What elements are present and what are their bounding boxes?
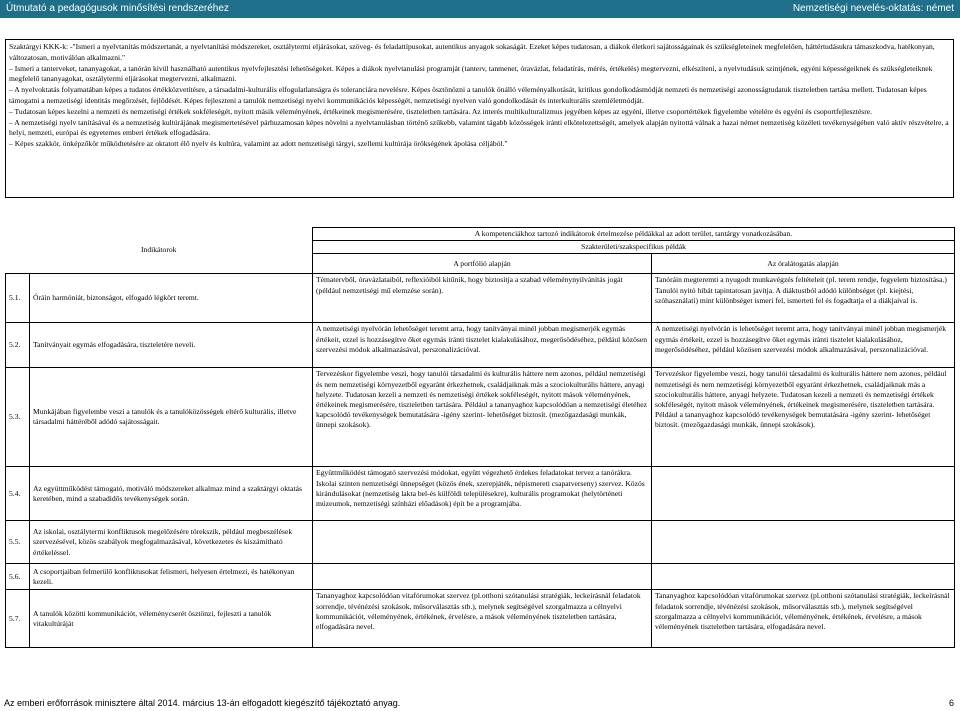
intro-paragraph: – A nyelvoktatás folyamatában képes a tudatos értékközvetítésre, a társadalmi-kulturális elfogulatlanságra és toleranciára nevelésre. Képes ösztönözni a tanulók önálló véleményalkotását, kritikus gondolkodásmódját nemzeti és nemzetiségi azonosságtudatuk tiszteletben tartása mellett. Tudatosan képes támogatni a nemzetiségi identitás megőrzését, fejlődését. Képes fejleszteni a tanulók nemzetiségi nyelvi kommunikációs képességét, nemzetiségi nyelven való gondolkodását és interkulturális szemléletmódját. [9,85,927,105]
table-row [6,368,955,467]
col-header-oralatogatas: Az óralátogatás alapján [652,254,955,274]
intro-paragraph: – A nemzetiségi nyelv tanításával és a nemzetiség kultúrájának megismertetésével párhuzamosan képes növelni a nyelvtanulásban történő szűkebb, valamint tágabb közösségek iránti elkötelezettségét, amelyek alapján nyitottá válnak a hazai német nemzetiség közéleti tevékenységében való aktív részvételre, a helyi, nemzeti, európai és egyetemes emberi értékek elfogadására. [9,117,949,138]
indicator-text: Munkájában figyelembe veszi a tanulók és a tanulóközösségek eltérő kulturális, illetve társadalmi háttéréből adódó sajátosságait. [30,368,313,467]
indicator-text: A tanulók közötti kommunikációt, véleménycserét ösztönzi, fejleszti a tanulók vitakultúráját [30,590,313,648]
indicator-number: 5.6. [6,564,30,590]
oralatogatas-example [652,467,955,521]
oralatogatas-example: Tervezéskor figyelembe veszi, hogy tanulói társadalmi és kulturális háttere nem azonos, például nemzetiségi és nem nemzetiségi környezetből egyaránt érkezhetnek, családjaiknak más a szociokulturális háttere, anyagi helyzete. Tudatosan kezeli a nemzeti és nemzetiségi értékek sokféleségét, nyitott mások véleményének, értékeinek megismerésére, tiszteletben tartására. Például a tananyaghoz kapcsolódó tevékenységek bemutatására -igény szerint- lehetőséget biztosít. (mezőgazdasági munkák, ünnepi szokások). [652,368,955,467]
indicator-number: 5.1. [6,274,30,323]
portfolio-example: Együttműködést támogató szervezési módokat, együtt végezhető érdekes feladatokat tervez a tanórákra. Iskolai szinten nemzetiségi ünnepséget (közös ének, szerepjáték, népismereti csapatverseny) szervez. Közös kirándulásokat (nemzetiség lakta bel-és külföldi településekre), kulturális programokat (helytörténeti múzeumok, nemzetiségi színházi előadások) épít be a programjába. [313,467,652,521]
footer-note: Az emberi erőforrások minisztere által 2014. március 13-án elfogadott kiegészítő tájékoztató anyag. [4,698,401,708]
indikatorok-label: Indikátorok [141,245,177,255]
oralatogatas-example [652,564,955,590]
intro-paragraph: – Tudatosan képes kezelni a nemzeti és nemzetiségi értékek sokféleségét, nyitott másik véleményének, értékeinek megismerésére, tiszteletben tartására. Az interés multikulturalizmus jegyében képes az egyéni, illetve csoportértékek figyelembe vételére és egyéni és csoportfejlesztésre. [9,106,873,116]
intro-paragraph: – Képes szakkör, önképzőkör működtetésére az oktatott élő nyelv és kultúra, valamint az adott nemzetiségi tárgyi, szellemi kultúrája örökségének ápolása céljából." [9,139,508,149]
page-number: 6 [948,698,954,708]
indicator-table [5,227,955,648]
portfolio-example: Tématervből, óravázlataiból, reflexióiból kitűnik, hogy biztosítja a szabad véleménynyilvánítás jogát (például nemzetiségi mű elemzése során). [313,274,652,323]
indicator-text: Óráin harmóniát, biztonságot, elfogadó légkört teremt. [30,274,313,323]
indicator-number: 5.5. [6,521,30,564]
table-row [6,467,955,521]
indicator-number: 5.7. [6,590,30,648]
indicator-text: A csoportjaiban felmerülő konfliktusokat felismeri, helyesen értelmezi, és hatékonyan kezeli. [30,564,313,590]
intro-paragraph: Szaktárgyi KKK-k: -"Ismeri a nyelvtanítás módszertanát, a nyelvtanítási módszereket, osztálytermi eljárásokat, szöveg- és feladattípusokat, autentikus anyagok sokaságát. Ezeket képes tudatosan, a diákok életkori sajátosságainak és szükségleteinek megfelelően, háttértudásukra támaszkodva, hatékonyan, változatosan, motiválóan alkalmazni." [9,42,935,62]
portfolio-example [313,564,652,590]
portfolio-example [313,521,652,564]
indicator-table-wrap [5,227,954,653]
header-subject: Nemzetiségi nevelés-oktatás: német [792,3,954,14]
table-row [6,323,955,368]
portfolio-example: A nemzetiségi nyelvórán lehetőséget teremt arra, hogy tanítványai minél jobban megismerjék egymás értékeit, ezzel is hozzásegítve őket egymás iránti tisztelet kialakulásához, megerősödéséhez, például közösen szervezési módok alkalmazásával, perszonalizációval. [313,323,652,368]
table-row [6,564,955,590]
indicator-text: Az iskolai, osztálytermi konfliktusok megelőzésére törekszik, például megbeszélések szervezésével, közös szabályok megfogalmazásával, következetes és kiszámítható értékeléssel. [30,521,313,564]
portfolio-example: Tananyaghoz kapcsolódóan vitafórumokat szervez (pl.otthoni szótanulási stratégiák, leckeírásnál feladatok sorrendje, tévénézési szokások, műsorválasztás stb.), melynek segítségével szorgalmazza a célnyelvi kommunikációt, véleményének, értékének, érvelésre, a mások véleményének tiszteletben tartására, elfogadására nevel. [313,590,652,648]
indicator-number: 5.3. [6,368,30,467]
page-footer [0,697,960,711]
oralatogatas-example: Tanóráin megteremti a nyugodt munkavégzés feltételeit (pl. terem rendje, fegyelem biztosítása.) Tanulói nyitó hibát tapintatosan javítja. A diáktustból adódó különbséget (pl. kiejtési, szóhasználati) mint különbséget ismeri fel, ismerteti fel és fogadtatja el a diákjaival is. [652,274,955,323]
indicator-text: Az együttműködést támogató, motiváló módszereket alkalmaz mind a szaktárgyi oktatás keretében, mind a szabadidős tevékenységek során. [30,467,313,521]
oralatogatas-example [652,521,955,564]
table-row [6,274,955,323]
table-top-header: A kompetenciákhoz tartozó indikátorok értelmezése példákkal az adott terület, tantárgy vonatkozásában. [313,228,955,241]
table-sub-header: Szakterületi/szakspecifikus példák [313,241,955,254]
indicator-number: 5.4. [6,467,30,521]
competency-intro-box [5,39,954,198]
page-header-bar [0,0,960,18]
indicator-number: 5.2. [6,323,30,368]
table-row [6,521,955,564]
header-title: Útmutató a pedagógusok minősítési rendszeréhez [6,3,229,14]
indicator-text: Tanítványait egymás elfogadására, tiszteletére neveli. [30,323,313,368]
indikatorok-header [6,228,313,274]
col-header-portfolio: A portfólió alapján [313,254,652,274]
oralatogatas-example: A nemzetiségi nyelvórán is lehetőséget teremt arra, hogy tanítványai minél jobban megismerjék egymás értékeit, ezzel is hozzásegítve őket egymás iránti tisztelet kialakulásához, megerősödéséhez, például közösen szervezési módok alkalmazásával, perszonalizációval. [652,323,955,368]
table-row [6,590,955,648]
intro-paragraph: – Ismeri a tanterveket, tananyagokat, a tanórán kívül használható autentikus nyelvfejlesztési lehetőségeket. Képes a diákok nyelvtanulási programját (tanterv, tanmenet, óravázlat, feladatírás, mérés, értékelés) megtervezni, elkészíteni, a nyelvtudásuk szintjének, egyéni képességeiknek és szükségleteiknek megfelelő tananyagokat, osztálytermi eljárásokat megtervezni, alkalmazni. [9,63,933,84]
oralatogatas-example: Tananyaghoz kapcsolódóan vitafórumokat szervez (pl.otthoni szótanulási stratégiák, leckeírásnál feladatok sorrendje, tévénézési szokások, műsorválasztás stb.), melynek segítségével szorgalmazza a célnyelvi kommunikációt, véleményének, értékének, érvelésre, a mások véleményének tiszteletben tartására, elfogadására nevel. [652,590,955,648]
portfolio-example: Tervezéskor figyelembe veszi, hogy tanulói társadalmi és kulturális háttere nem azonos, például nemzetiségi és nem nemzetiségi környezetből egyaránt érkezhetnek, családjaiknak más a szociokulturális háttere, anyagi helyzete. Tudatosan kezeli a nemzeti és nemzetiségi értékek sokféleségét, nyitott mások véleményének, értékeinek megismerésére, tiszteletben tartására. Például a tananyaghoz kapcsolódóan a nemzetiségi életéhez kapcsolódó tevékenységek bemutatására -igény szerint- lehetőséget biztosít. (mezőgazdasági munkák, ünnepi szokások). [313,368,652,467]
